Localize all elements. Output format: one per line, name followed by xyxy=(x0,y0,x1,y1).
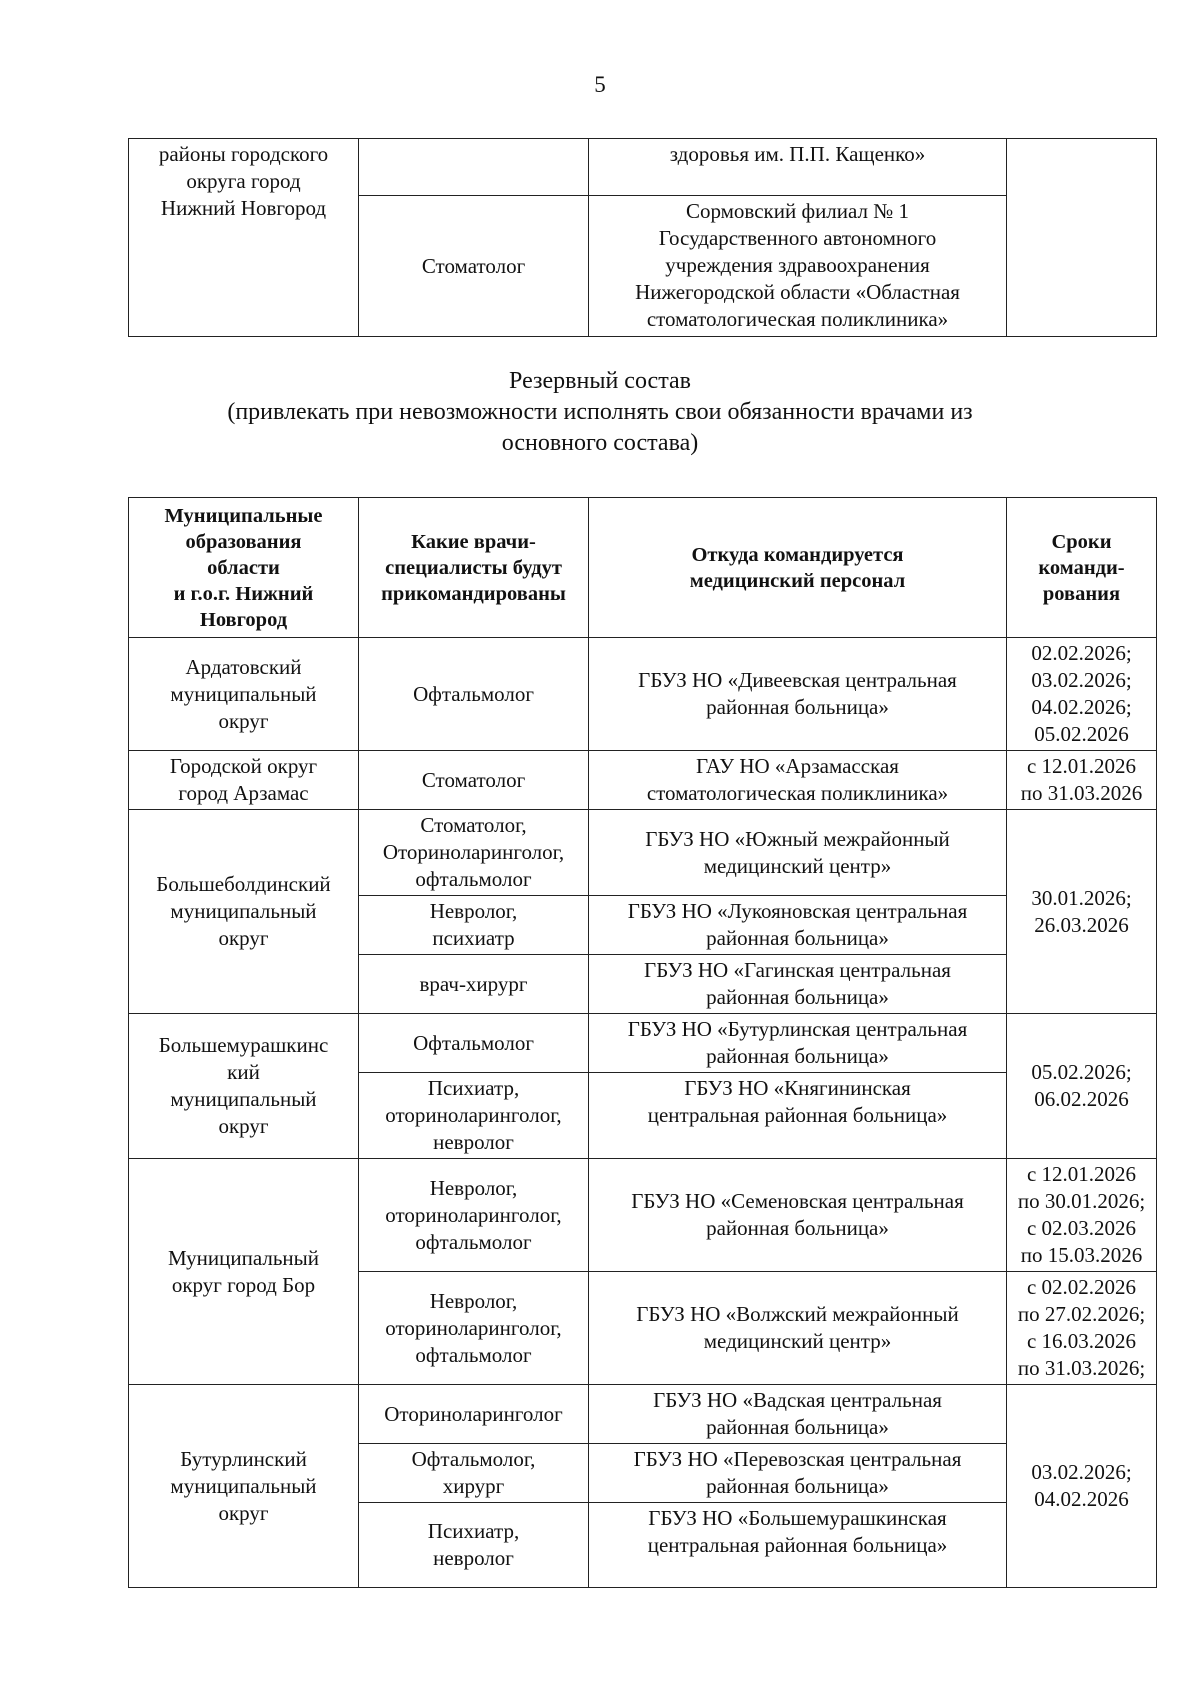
source-cell: ГБУЗ НО «Бутурлинская центральная районная больница» xyxy=(589,1014,1007,1073)
specialist-cell xyxy=(359,139,589,196)
table-row xyxy=(129,638,1157,751)
specialist-cell: Невролог, психиатр xyxy=(359,896,589,955)
source-cell: ГБУЗ НО «Волжский межрайонный медицинский центр» xyxy=(589,1272,1007,1385)
district-cell: Муниципальный округ город Бор xyxy=(129,1159,359,1385)
table-header-row xyxy=(129,498,1157,638)
table-row xyxy=(129,1159,1157,1272)
district-cell: Ардатовский муниципальный округ xyxy=(129,638,359,751)
table-row xyxy=(129,810,1157,896)
district-cell: районы городского округа город Нижний Новгород xyxy=(129,139,359,337)
specialist-cell: Стоматолог, Оториноларинголог, офтальмолог xyxy=(359,810,589,896)
reserve-table xyxy=(128,497,1157,1588)
specialist-cell: Стоматолог xyxy=(359,196,589,337)
specialist-cell: Невролог, оториноларинголог, офтальмолог xyxy=(359,1272,589,1385)
specialist-cell: Офтальмолог xyxy=(359,1014,589,1073)
specialist-cell: Психиатр, оториноларинголог, невролог xyxy=(359,1073,589,1159)
table-row xyxy=(129,1014,1157,1073)
source-cell: ГБУЗ НО «Вадская центральная районная больница» xyxy=(589,1385,1007,1444)
specialist-cell: Офтальмолог, хирург xyxy=(359,1444,589,1503)
source-cell: ГБУЗ НО «Перевозская центральная районная больница» xyxy=(589,1444,1007,1503)
specialist-cell: Невролог, оториноларинголог, офтальмолог xyxy=(359,1159,589,1272)
header-district: Муниципальные образования области и г.о.г. Нижний Новгород xyxy=(129,498,359,638)
source-cell: ГБУЗ НО «Княгининская центральная районная больница» xyxy=(589,1073,1007,1159)
table-row xyxy=(129,751,1157,810)
continuation-table xyxy=(128,138,1157,337)
period-cell: 30.01.2026; 26.03.2026 xyxy=(1007,810,1157,1014)
reserve-subtitle: (привлекать при невозможности исполнять свои обязанности врачами из основного состава) xyxy=(227,399,973,456)
period-cell: 02.02.2026; 03.02.2026; 04.02.2026; 05.02.2026 xyxy=(1007,638,1157,751)
district-cell: Городской округ город Арзамас xyxy=(129,751,359,810)
specialist-cell: врач-хирург xyxy=(359,955,589,1014)
specialist-cell: Офтальмолог xyxy=(359,638,589,751)
district-cell: Бутурлинский муниципальный округ xyxy=(129,1385,359,1588)
period-cell: с 12.01.2026 по 30.01.2026; с 02.03.2026 по 15.03.2026 xyxy=(1007,1159,1157,1272)
reserve-title: Резервный состав xyxy=(509,368,691,394)
header-period: Сроки команди- рования xyxy=(1007,498,1157,638)
reserve-heading xyxy=(150,366,1050,459)
source-cell: ГБУЗ НО «Семеновская центральная районная больница» xyxy=(589,1159,1007,1272)
period-cell: с 02.02.2026 по 27.02.2026; с 16.03.2026 по 31.03.2026; xyxy=(1007,1272,1157,1385)
source-cell: Сормовский филиал № 1 Государственного автономного учреждения здравоохранения Нижегородской области «Областная стоматологическая поликлиника» xyxy=(589,196,1007,337)
source-cell: ГБУЗ НО «Южный межрайонный медицинский центр» xyxy=(589,810,1007,896)
source-cell: ГБУЗ НО «Лукояновская центральная районная больница» xyxy=(589,896,1007,955)
source-cell: ГБУЗ НО «Большемурашкинская центральная районная больница» xyxy=(589,1503,1007,1588)
period-cell: с 12.01.2026 по 31.03.2026 xyxy=(1007,751,1157,810)
specialist-cell: Психиатр, невролог xyxy=(359,1503,589,1588)
source-cell: ГБУЗ НО «Дивеевская центральная районная больница» xyxy=(589,638,1007,751)
source-cell: здоровья им. П.П. Кащенко» xyxy=(589,139,1007,196)
table-row xyxy=(129,139,1157,196)
table-row xyxy=(129,1385,1157,1444)
district-cell: Большемурашкинс кий муниципальный округ xyxy=(129,1014,359,1159)
header-specialist: Какие врачи- специалисты будут прикомандированы xyxy=(359,498,589,638)
page-number: 5 xyxy=(594,72,606,97)
specialist-cell: Оториноларинголог xyxy=(359,1385,589,1444)
district-cell: Большеболдинский муниципальный округ xyxy=(129,810,359,1014)
specialist-cell: Стоматолог xyxy=(359,751,589,810)
period-cell: 03.02.2026; 04.02.2026 xyxy=(1007,1385,1157,1588)
period-cell xyxy=(1007,139,1157,337)
source-cell: ГБУЗ НО «Гагинская центральная районная больница» xyxy=(589,955,1007,1014)
header-source: Откуда командируется медицинский персонал xyxy=(589,498,1007,638)
period-cell: 05.02.2026; 06.02.2026 xyxy=(1007,1014,1157,1159)
source-cell: ГАУ НО «Арзамасская стоматологическая поликлиника» xyxy=(589,751,1007,810)
